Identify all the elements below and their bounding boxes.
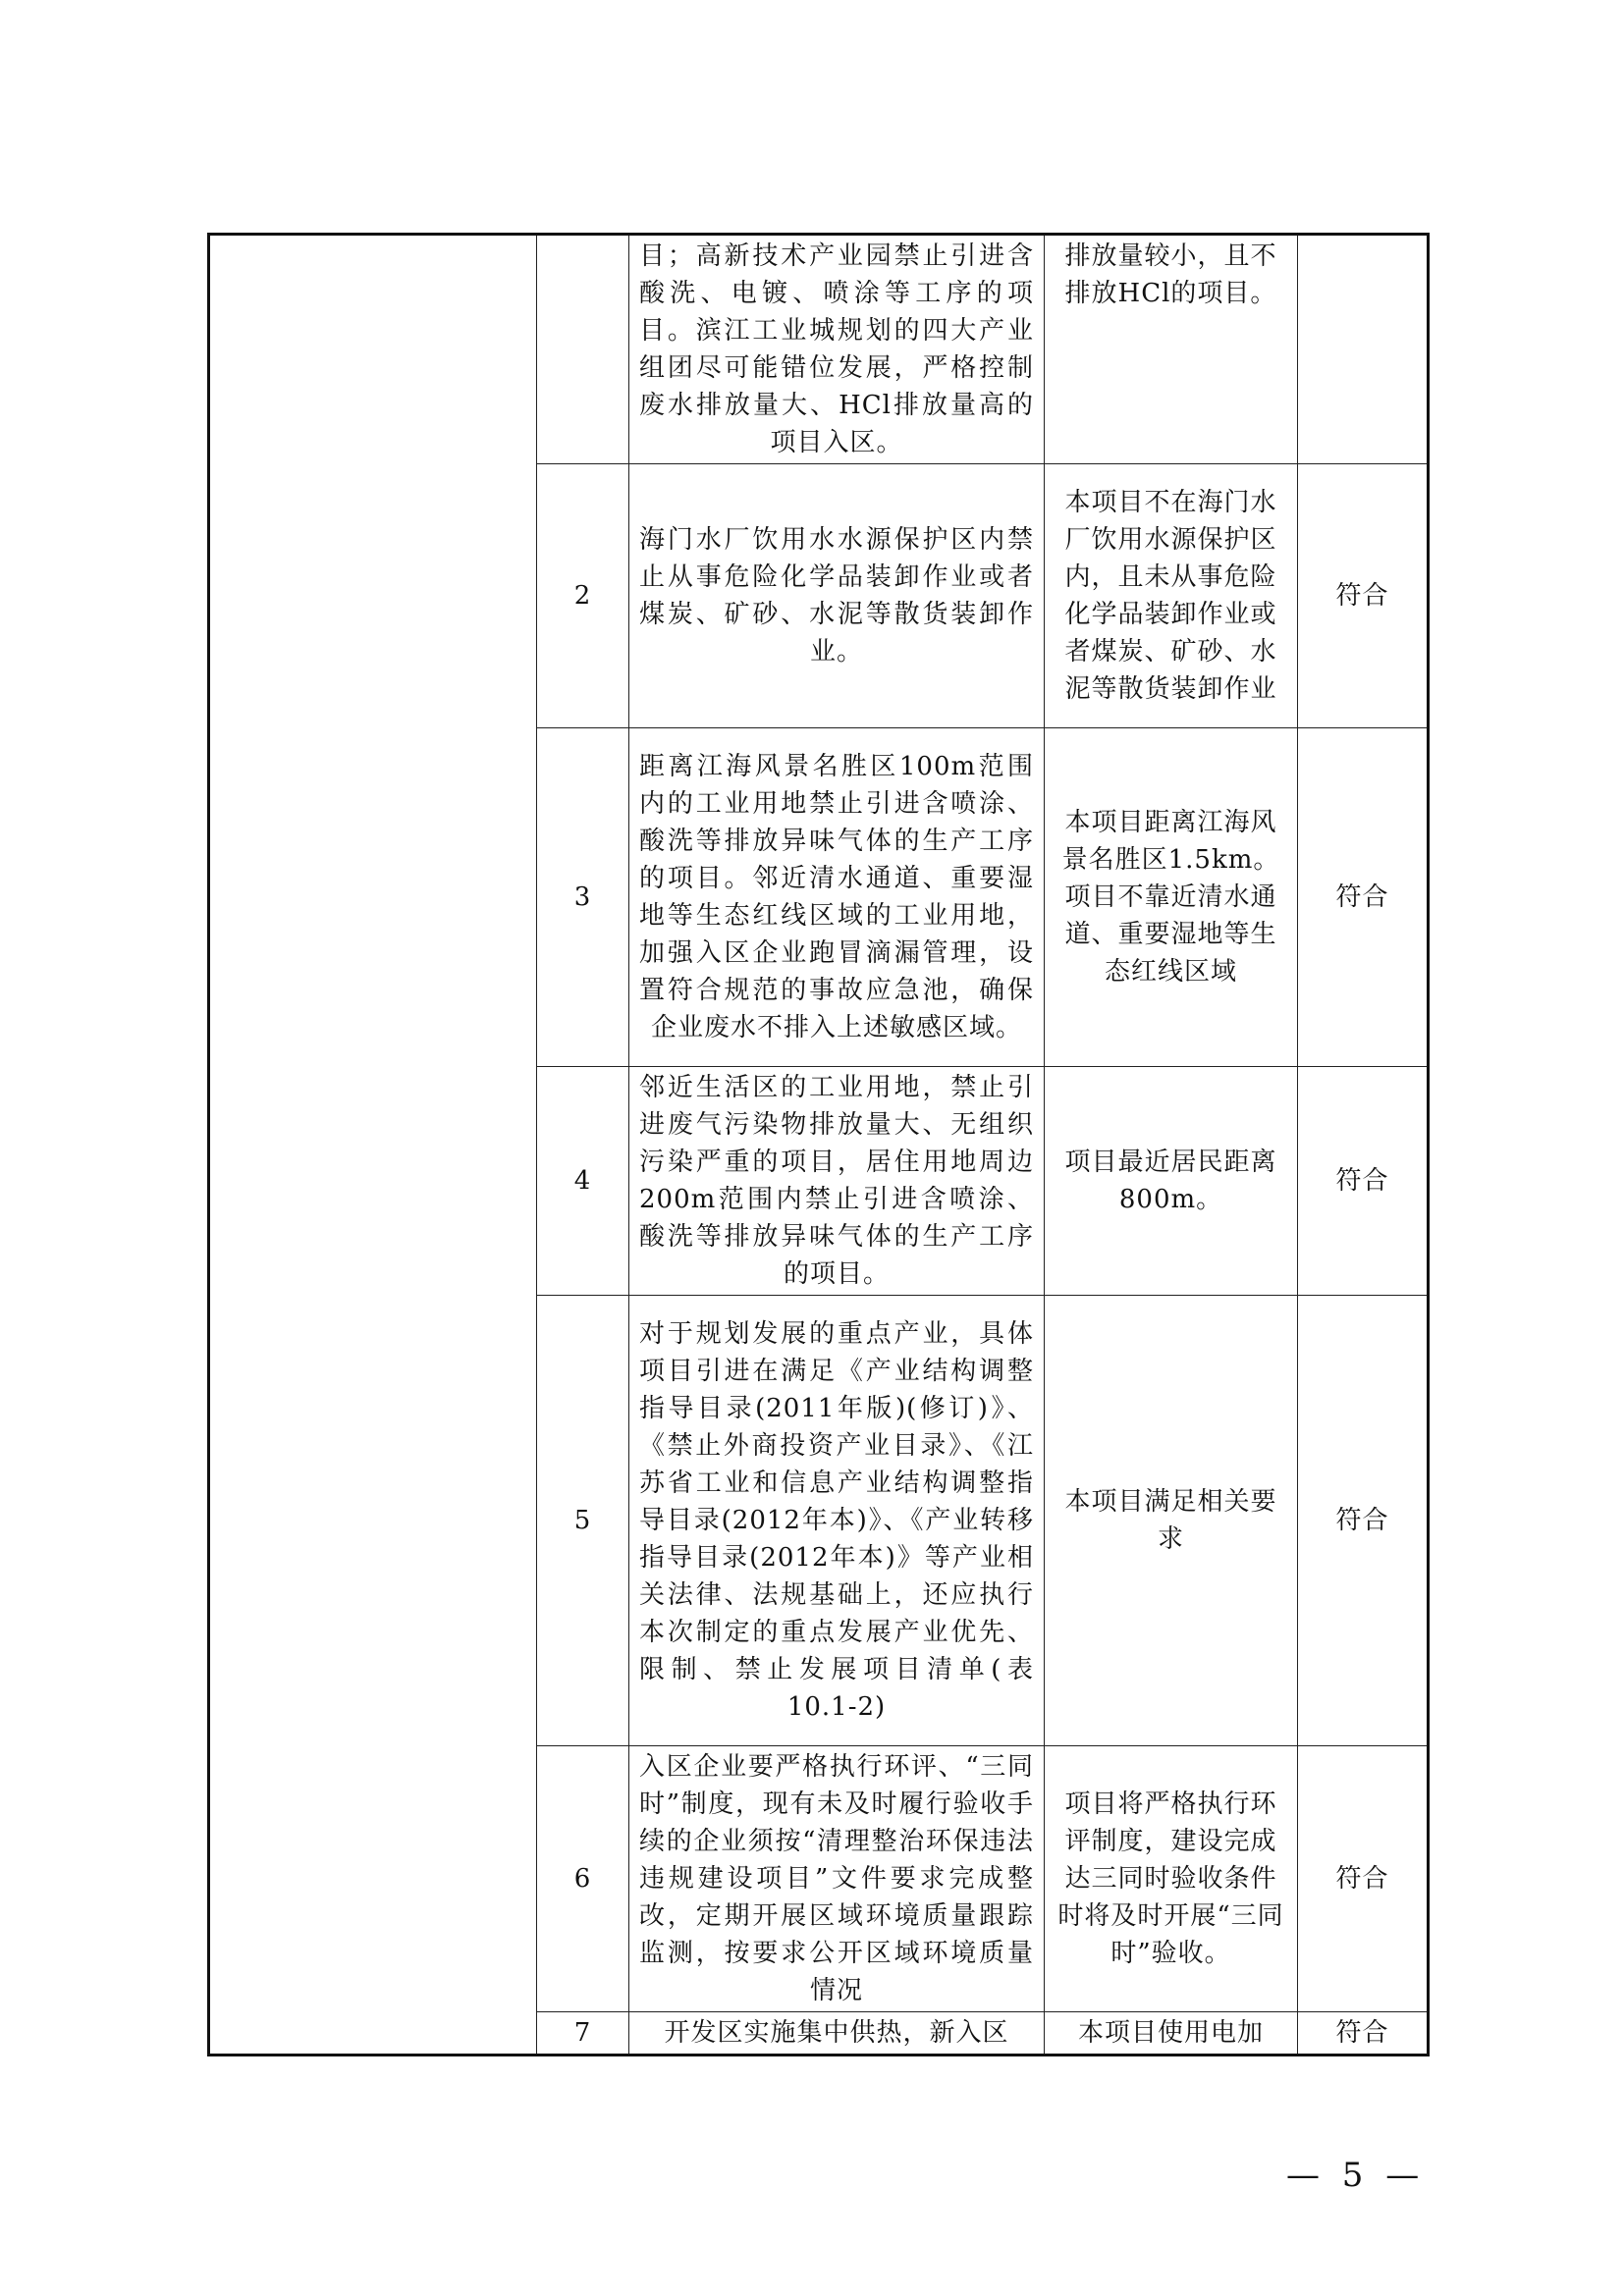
requirement-cell: 海门水厂饮用水水源保护区内禁止从事危险化学品装卸作业或者煤炭、矿砂、水泥等散货装卸作业。 (629, 464, 1045, 728)
project-status-cell: 项目最近居民距离800m。 (1045, 1067, 1298, 1296)
project-status-cell: 项目将严格执行环评制度，建设完成达三同时验收条件时将及时开展“三同时”验收。 (1045, 1746, 1298, 2012)
requirement-cell: 对于规划发展的重点产业，具体项目引进在满足《产业结构调整指导目录(2011年版)(修订)》、《禁止外商投资产业目录》、《江苏省工业和信息产业结构调整指导目录(2012年本)》、《产业转移指导目录(2012年本)》等产业相关法律、法规基础上，还应执行本次制定的重点发展产业优先、限制、禁止发展项目清单(表10.1-2) (629, 1296, 1045, 1746)
row-number: 6 (537, 1746, 629, 2012)
project-status-cell: 本项目不在海门水厂饮用水源保护区内，且未从事危险化学品装卸作业或者煤炭、矿砂、水泥等散货装卸作业 (1045, 464, 1298, 728)
project-status-cell: 排放量较小，且不排放HCl的项目。 (1045, 235, 1298, 464)
requirement-cell: 开发区实施集中供热，新入区 (629, 2012, 1045, 2056)
requirement-cell: 入区企业要严格执行环评、“三同时”制度，现有未及时履行验收手续的企业须按“清理整治环保违法违规建设项目”文件要求完成整改，定期开展区域环境质量跟踪监测，按要求公开区域环境质量情况 (629, 1746, 1045, 2012)
result-cell: 符合 (1298, 1296, 1429, 1746)
project-status-cell: 本项目使用电加 (1045, 2012, 1298, 2056)
result-cell: 符合 (1298, 1067, 1429, 1296)
requirement-cell: 邻近生活区的工业用地，禁止引进废气污染物排放量大、无组织污染严重的项目，居住用地周边200m范围内禁止引进含喷涂、酸洗等排放异味气体的生产工序的项目。 (629, 1067, 1045, 1296)
result-cell: 符合 (1298, 1746, 1429, 2012)
result-cell: 符合 (1298, 2012, 1429, 2056)
row-number (537, 235, 629, 464)
row-number: 7 (537, 2012, 629, 2056)
row-number: 5 (537, 1296, 629, 1746)
result-cell: 符合 (1298, 464, 1429, 728)
row-number: 3 (537, 728, 629, 1067)
requirement-cell: 目；高新技术产业园禁止引进含酸洗、电镀、喷涂等工序的项目。滨江工业城规划的四大产业组团尽可能错位发展，严格控制废水排放量大、HCl排放量高的项目入区。 (629, 235, 1045, 464)
result-cell (1298, 235, 1429, 464)
project-status-cell: 本项目满足相关要求 (1045, 1296, 1298, 1746)
row-number: 2 (537, 464, 629, 728)
result-cell: 符合 (1298, 728, 1429, 1067)
requirement-cell: 距离江海风景名胜区100m范围内的工业用地禁止引进含喷涂、酸洗等排放异味气体的生产工序的项目。邻近清水通道、重要湿地等生态红线区域的工业用地，加强入区企业跑冒滴漏管理，设置符合规范的事故应急池，确保企业废水不排入上述敏感区域。 (629, 728, 1045, 1067)
table-row (209, 235, 1429, 464)
page-number: — 5 — (1286, 2156, 1426, 2195)
blank-category-cell (209, 235, 537, 2056)
row-number: 4 (537, 1067, 629, 1296)
compliance-table (207, 233, 1430, 2056)
project-status-cell: 本项目距离江海风景名胜区1.5km。项目不靠近清水通道、重要湿地等生态红线区域 (1045, 728, 1298, 1067)
